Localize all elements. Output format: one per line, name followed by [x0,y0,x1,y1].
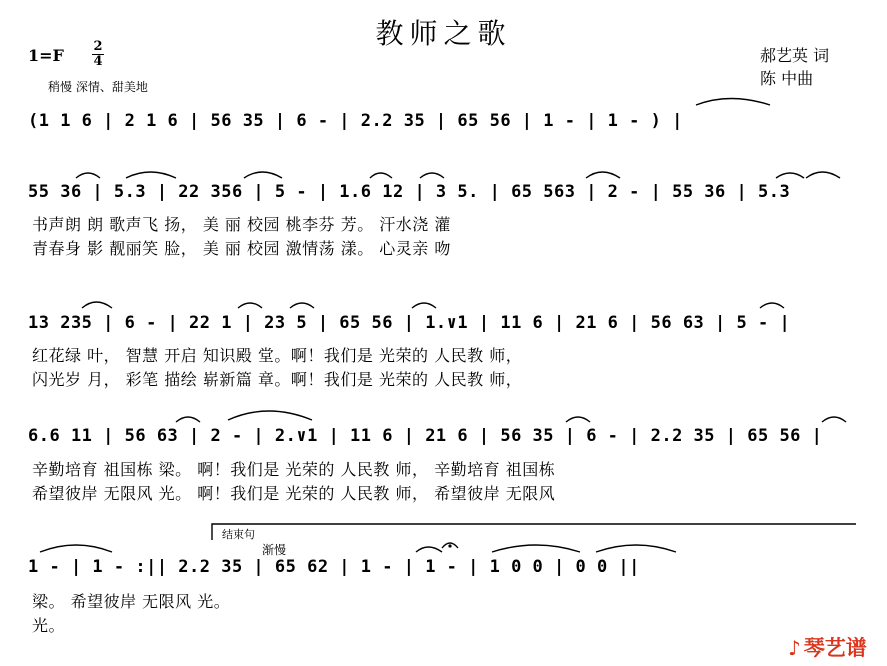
score-line-3: 13 235 | 6 - | 22 1 | 23 5 | 65 56 | 1.∨1 | 11 6 | 21 6 | 56 63 | 5 - | [28,313,791,333]
slur-arc [586,172,620,178]
key-signature: 1=F [28,46,64,65]
slur-arc [412,303,436,308]
lyricist-credit: 郝艺英 词 [760,46,830,65]
slur-arc [420,173,444,178]
meter-bottom: 4 [93,54,103,69]
lyrics-line-3a: 红花绿 叶， 智慧 开启 知识殿 堂。啊！我们是 光荣的 人民教 师， [32,346,523,365]
slur-arc [822,417,846,422]
score-line-5: 1 - | 1 - :|| 2.2 35 | 65 62 | 1 - | 1 - | 1 0 0 | 0 0 || [28,557,640,577]
lyrics-line-3b: 闪光岁 月， 彩笔 描绘 崭新篇 章。啊！我们是 光荣的 人民教 师， [32,370,523,389]
logo-text: 琴艺谱 [803,636,867,660]
ending-tempo: 渐慢 [262,543,287,557]
slur-arc [566,417,590,422]
lyrics-line-5a: 梁。 希望彼岸 无限风 光。 [32,592,231,611]
composer-credit: 陈 中曲 [760,69,814,88]
tie-arc [696,99,770,106]
lyrics-line-2a: 书声朗 朗 歌声飞 扬， 美 丽 校园 桃李芬 芳。 汗水浇 灌 [32,215,451,234]
lyrics-line-5b: 光。 [32,616,66,635]
tie-arc [40,545,112,552]
slur-arc [776,173,804,178]
ending-label: 结束句 [222,528,255,541]
slur-arc [290,303,314,308]
slur-arc [76,173,100,178]
score-line-2: 55 36 | 5.3 | 22 356 | 5 - | 1.6 12 | 3 5. | 65 563 | 2 - | 55 36 | 5.3 [28,182,791,202]
score-line-1: (1 1 6 | 2 1 6 | 56 35 | 6 - | 2.2 35 | 65 56 | 1 - | 1 - ) | [28,111,683,131]
lyrics-line-4b: 希望彼岸 无限风 光。 啊！我们是 光荣的 人民教 师， 希望彼岸 无限风 [32,484,556,503]
lyrics-line-4a: 辛勤培育 祖国栋 梁。 啊！我们是 光荣的 人民教 师， 辛勤培育 祖国栋 [32,460,556,479]
page-title: 教师之歌 [375,17,512,50]
meter-top: 2 [93,39,103,54]
slur-arc [806,172,840,178]
slur-arc [238,303,262,308]
tie-arc [228,411,312,420]
logo-icon: ♪ [788,636,801,660]
slur-arc [82,302,112,308]
ending-bracket [212,524,856,540]
tie-arc [596,545,676,552]
tempo-marking: 稍慢 深情、甜美地 [48,80,148,94]
tie-arc [492,545,580,552]
score-line-4: 6.6 11 | 56 63 | 2 - | 2.∨1 | 11 6 | 21 6 | 56 35 | 6 - | 2.2 35 | 65 56 | [28,426,823,446]
fermata-dot [448,544,451,547]
lyrics-line-2b: 青春身 影 靓丽笑 脸， 美 丽 校园 激情荡 漾。 心灵亲 吻 [32,239,451,258]
slur-arc [760,303,784,308]
slur-arc [244,172,282,178]
slur-arc [126,172,176,178]
slur-arc [370,173,392,178]
watermark-logo [788,632,867,662]
slur-arc [416,547,442,552]
slur-arc [176,417,200,422]
